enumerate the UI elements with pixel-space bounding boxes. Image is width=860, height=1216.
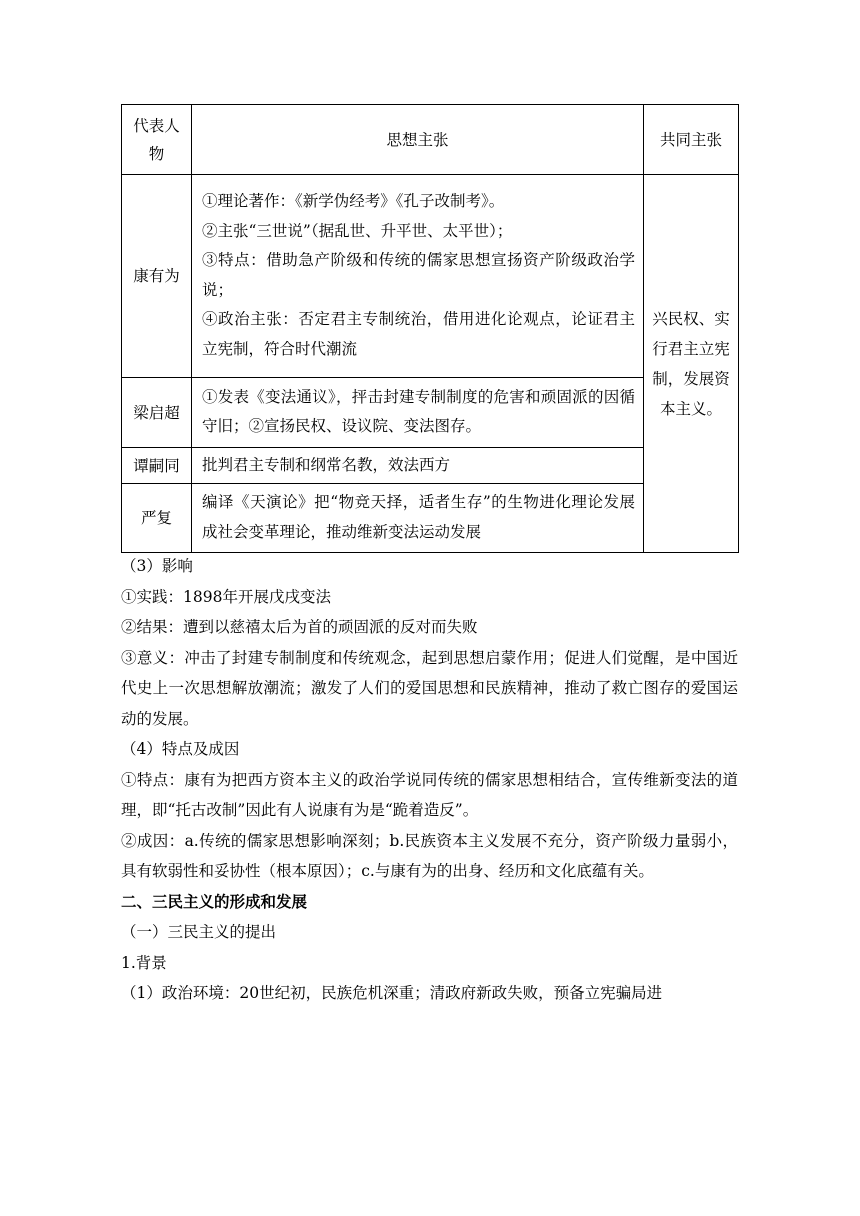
point: ②主张“三世说”（据乱世、升平世、太平世）； — [202, 221, 513, 240]
paragraph: 1.背景 — [121, 953, 167, 972]
row-name: 康有为 — [122, 175, 192, 378]
row-content — [192, 484, 644, 553]
point: ④政治主张：否定君主专制统治，借用进化论观点，论证君主立宪制，符合时代潮流 — [202, 310, 635, 358]
table-row — [122, 175, 739, 378]
row-content — [192, 378, 644, 448]
point: 编译《天演论》把“物竞天择，适者生存”的生物进化理论发展成社会变革理论，推动维新变法运动发展 — [202, 493, 635, 541]
paragraph: （1）政治环境：20世纪初，民族危机深重；清政府新政失败，预备立宪骗局进 — [121, 984, 663, 1002]
section-heading: 二、三民主义的形成和发展 — [121, 891, 308, 911]
paragraph: （一）三民主义的提出 — [121, 923, 277, 941]
paragraph: ③意义：冲击了封建专制制度和传统观念，起到思想启蒙作用；促进人们觉醒，是中国近代史上一次思想解放潮流；激发了人们的爱国思想和民族精神，推动了救亡图存的爱国运动的发展。 — [121, 648, 738, 728]
point: ①发表《变法通议》，抨击封建专制制度的危害和顽固派的因循守旧；②宣扬民权、设议院、变法图存。 — [202, 387, 635, 435]
row-name: 梁启超 — [122, 378, 192, 448]
thought-table — [121, 104, 739, 553]
row-content — [192, 175, 644, 378]
paragraph: （3）影响 — [121, 557, 193, 575]
table-header-row — [122, 105, 739, 175]
row-name: 严复 — [122, 484, 192, 553]
row-content — [192, 448, 644, 484]
row-name: 谭嗣同 — [122, 448, 192, 484]
header-person: 代表人物 — [122, 105, 192, 175]
header-common: 共同主张 — [644, 105, 739, 175]
point: 批判君主专制和纲常名教，效法西方 — [202, 455, 451, 474]
paragraph: ①实践：1898年开展戊戌变法 — [121, 587, 331, 606]
common-claim: 兴民权、实行君主立宪制，发展资本主义。 — [644, 175, 739, 553]
paragraph: ②成因：a.传统的儒家思想影响深刻；b.民族资本主义发展不充分，资产阶级力量弱小，具有软弱性和妥协性（根本原因）；c.与康有为的出身、经历和文化底蕴有关。 — [121, 831, 738, 880]
point: ③特点：借助急产阶级和传统的儒家思想宣扬资产阶级政治学说； — [202, 251, 635, 299]
paragraph: （4）特点及成因 — [121, 740, 240, 758]
body-text — [121, 551, 738, 1009]
point: ①理论著作：《新学伪经考》《孔子改制考》。 — [202, 192, 505, 210]
header-idea: 思想主张 — [192, 105, 644, 175]
paragraph: ①特点：康有为把西方资本主义的政治学说同传统的儒家思想相结合，宣传维新变法的道理，即“托古改制”因此有人说康有为是“跪着造反”。 — [121, 770, 738, 819]
paragraph: ②结果：遭到以慈禧太后为首的顽固派的反对而失败 — [121, 618, 478, 636]
